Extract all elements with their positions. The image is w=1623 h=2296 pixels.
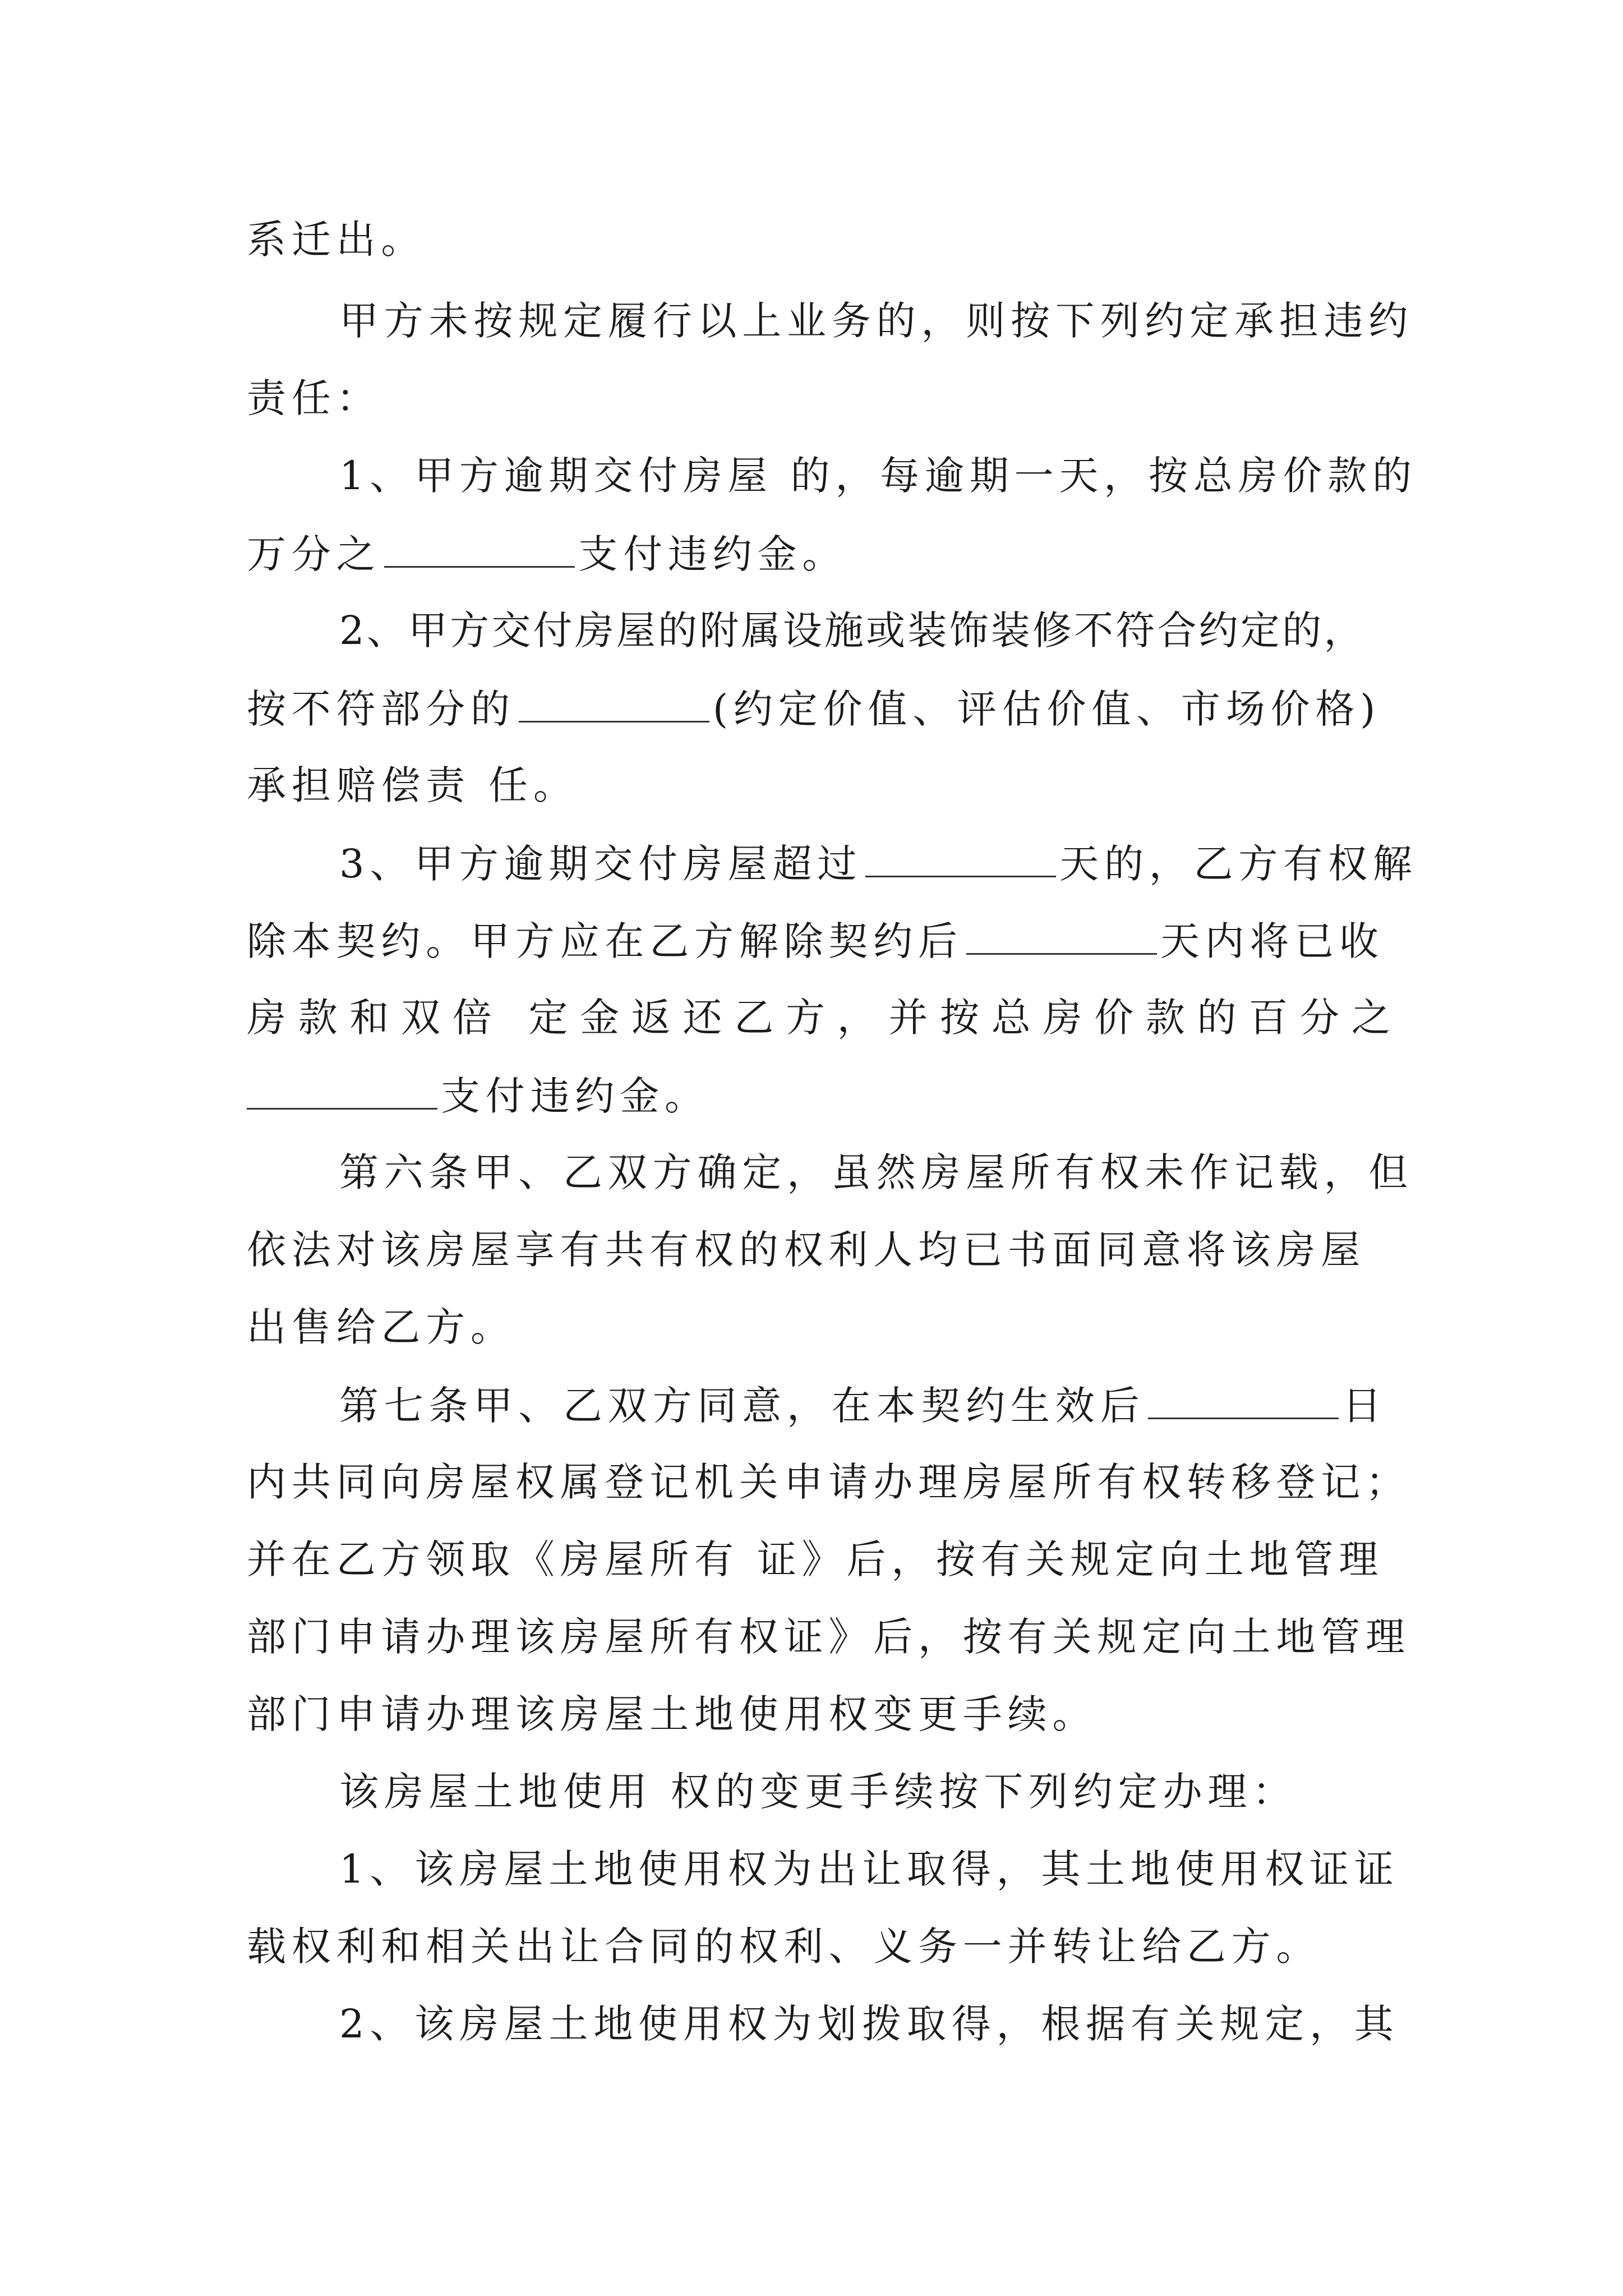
text-line: 依法对该房屋享有共有权的权利人均已书面同意将该房屋 [247,1227,1366,1273]
text-line: 内共同向房屋权属登记机关申请办理房屋所有权转移登记； [247,1459,1410,1505]
text-line: 第七条甲、乙双方同意，在本契约生效后 日 [339,1383,1387,1429]
text-line: 第六条甲、乙双方确定，虽然房屋所有权未作记载，但 [339,1149,1414,1195]
fill-blank[interactable] [865,843,1056,877]
text-line: 万分之 支付违约金。 [247,531,847,577]
fill-blank[interactable] [247,1075,437,1110]
fill-blank[interactable] [966,921,1157,955]
fill-blank[interactable] [519,688,709,723]
text-line: 2、该房屋土地使用权为划拨取得，根据有关规定，其 [339,2001,1399,2047]
text-line: 系迁出。 [247,217,426,263]
text-line: 2、甲方交付房屋的附属设施或装饰装修不符合约定的， [339,608,1366,654]
text-line: 除本契约。甲方应在乙方解除契约后 天内将已收 [247,918,1384,964]
text-line: 载权利和相关出让合同的权利、义务一并转让给乙方。 [247,1924,1321,1970]
text-line: 责任： [247,375,381,421]
text-line: 承担赔偿责 任。 [247,762,578,808]
text-line: 1、甲方逾期交付房屋 的，每逾期一天，按总房价款的 [339,453,1417,499]
fill-blank[interactable] [384,533,575,568]
text-line: 出售给乙方。 [247,1304,515,1350]
text-line: 按不符部分的 (约定价值、评估价值、市场价格) [247,686,1381,732]
text-line: 甲方未按规定履行以上业务的，则按下列约定承担违约 [339,298,1414,344]
text-line: 1、该房屋土地使用权为出让取得，其土地使用权证证 [339,1846,1399,1892]
text-line: 3、甲方逾期交付房屋超过 天的，乙方有权解 [339,841,1418,887]
fill-blank[interactable] [1148,1385,1339,1419]
text-line: 并在乙方领取《房屋所有 证》后，按有关规定向土地管理 [247,1536,1384,1582]
text-line: 房款和双倍 定金返还乙方，并按总房价款的百分之 [247,995,1403,1041]
text-line: 部门申请办理该房屋所有权证》后，按有关规定向土地管理 [247,1614,1410,1660]
text-line: 该房屋土地使用 权的变更手续按下列约定办理： [339,1769,1297,1815]
text-line: 部门申请办理该房屋土地使用权变更手续。 [247,1691,1098,1737]
text-line: 支付违约金。 [247,1075,709,1116]
